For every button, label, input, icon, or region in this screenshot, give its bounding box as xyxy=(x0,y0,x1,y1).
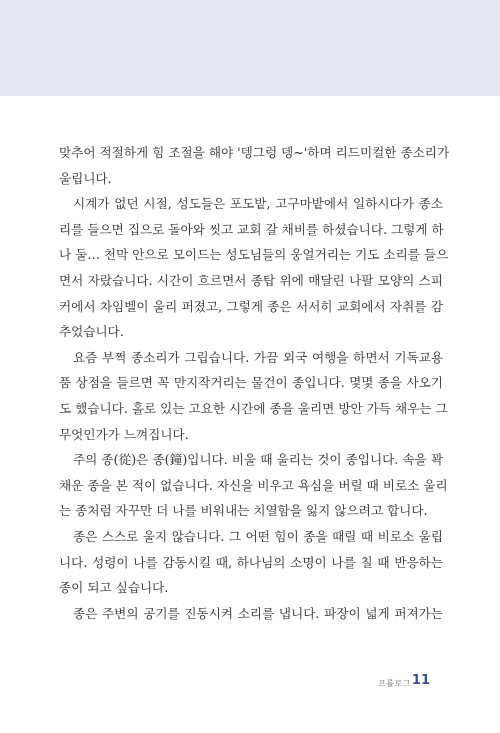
text-line: 요즘 부쩍 종소리가 그립습니다. 가끔 외국 여행을 하면서 기독교용 xyxy=(73,349,443,365)
paragraph-5 xyxy=(59,524,443,601)
text-line: 는 종처럼 자꾸만 더 나를 비워내는 치열함을 잃지 않으려고 합니다. xyxy=(59,503,428,519)
page-footer xyxy=(0,672,430,694)
text-line: 맞추어 적절하게 힘 조절을 해야 '뎅그렁 뎅~'하며 리드미컬한 종소리가 xyxy=(59,145,450,160)
body-text xyxy=(59,140,450,626)
text-line: 종이 되고 싶습니다. xyxy=(59,580,169,596)
section-label: 프롤로그 xyxy=(378,679,411,688)
paragraph-1 xyxy=(59,140,450,191)
paragraph-2 xyxy=(59,191,449,345)
paragraph-4 xyxy=(59,447,448,524)
text-line: 종은 주변의 공기를 진동시켜 소리를 냅니다. 파장이 넓게 퍼져가는 xyxy=(73,605,443,621)
text-line: 리를 들으면 집으로 돌아와 씻고 교회 갈 채비를 하셨습니다. 그렇게 하 xyxy=(59,221,444,237)
text-line: 주의 종(從)은 종(鐘)입니다. 비울 때 울리는 것이 종입니다. 속을 꽉 xyxy=(73,452,443,468)
page-number: 11 xyxy=(411,673,430,688)
text-line: 추었습니다. xyxy=(59,324,124,340)
text-line: 도 했습니다. 홀로 있는 고요한 시간에 종을 울리면 방안 가득 채우는 그 xyxy=(59,400,448,416)
text-line: 채운 종을 본 적이 없습니다. 자신을 비우고 욕심을 버릴 때 비로소 울리 xyxy=(59,477,448,493)
text-line: 시계가 없던 시절, 성도들은 포도밭, 고구마밭에서 일하시다가 종소 xyxy=(73,196,443,212)
text-line: 면서 자랐습니다. 시간이 흐르면서 종탑 위에 매달린 나팔 모양의 스피 xyxy=(59,272,443,288)
text-line: 종은 스스로 울지 않습니다. 그 어떤 힘이 종을 때릴 때 비로소 울립 xyxy=(73,528,443,544)
text-line: 무엇인가가 느껴집니다. xyxy=(59,426,189,442)
text-line: 커에서 차임벨이 울리 퍼졌고, 그렇게 종은 서서히 교회에서 자취를 감 xyxy=(59,298,443,314)
paragraph-6 xyxy=(59,601,443,627)
paragraph-3 xyxy=(59,345,448,447)
text-line: 나 둘… 천막 안으로 모이드는 성도님들의 웅얼거리는 기도 소리를 들으 xyxy=(59,247,449,263)
text-line: 니다. 성령이 나를 감동시킬 때, 하나님의 소명이 나를 칠 때 반응하는 xyxy=(59,554,443,570)
text-line: 품 상점을 들르면 꼭 만지작거리는 물건이 종입니다. 몇몇 종을 사오기 xyxy=(59,375,443,391)
header-band xyxy=(0,0,500,96)
text-line: 울립니다. xyxy=(59,170,112,186)
